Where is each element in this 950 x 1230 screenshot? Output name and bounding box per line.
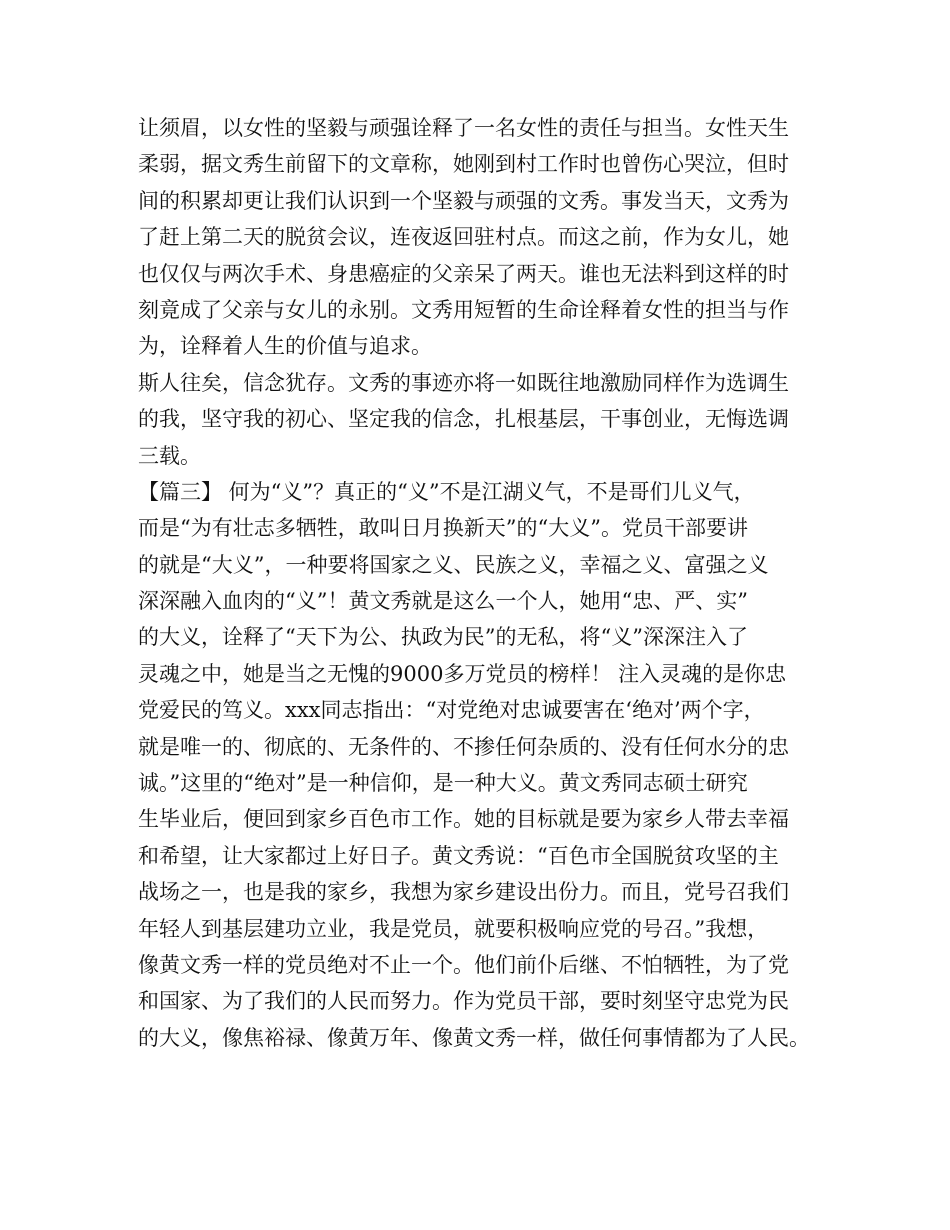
text-line: 为，诠释着人生的价值与追求。 — [138, 334, 432, 359]
text-line: 战场之一，也是我的家乡，我想为家乡建设出份力。而且，党号召我们 — [138, 880, 789, 905]
text-line: 间的积累却更让我们认识到一个坚毅与顽强的文秀。事发当天，文秀为 — [138, 188, 789, 213]
text-line: 柔弱，据文秀生前留下的文章称，她刚到村工作时也曾伤心哭泣，但时 — [138, 152, 789, 177]
text-line: 像黄文秀一样的党员绝对不止一个。他们前仆后继、不怕牺牲，为了党 — [138, 952, 789, 977]
text-line: 让须眉，以女性的坚毅与顽强诠释了一名女性的责任与担当。女性天生 — [138, 116, 789, 140]
text-line: 诚。”这里的“绝对”是一种信仰，是一种大义。黄文秀同志硕士研究 — [138, 771, 748, 796]
text-line: 就是唯一的、彻底的、无条件的、不掺任何杂质的、没有任何水分的忠 — [138, 734, 789, 759]
text-line: 生毕业后，便回到家乡百色市工作。她的目标就是要为家乡人带去幸福 — [138, 807, 789, 832]
text-line: 了赶上第二天的脱贫会议，连夜返回驻村点。而这之前，作为女儿，她 — [138, 225, 789, 250]
text-line: 斯人往矣，信念犹存。文秀的事迹亦将一如既往地激励同样作为选调生 — [138, 370, 789, 395]
text-line: 也仅仅与两次手术、身患癌症的父亲呆了两天。谁也无法料到这样的时 — [138, 261, 789, 286]
text-line: 的大义，诠释了“天下为公、执政为民”的无私，将“义”深深注入了 — [138, 625, 748, 650]
text-line: 三载。 — [138, 443, 201, 468]
text-line: 刻竟成了父亲与女儿的永别。文秀用短暂的生命诠释着女性的担当与作 — [138, 297, 789, 322]
text-line: 和国家、为了我们的人民而努力。作为党员干部，要时刻坚守忠党为民 — [138, 989, 789, 1014]
text-line: 年轻人到基层建功立业，我是党员，就要积极响应党的号召。”我想， — [138, 916, 769, 941]
text-line: 的大义，像焦裕禄、像黄万年、像黄文秀一样，做任何事情都为了人民。 — [138, 1025, 810, 1050]
text-line: 灵魂之中，她是当之无愧的9000多万党员的榜样！ 注入灵魂的是你忠 — [138, 661, 787, 686]
text-line: 党爱民的笃义。xxx同志指出：“对党绝对忠诚要害在‘绝对’两个字， — [138, 698, 765, 723]
text-line: 的我，坚守我的初心、坚定我的信念，扎根基层，干事创业，无悔选调 — [138, 407, 789, 432]
text-line: 和希望，让大家都过上好日子。黄文秀说：“百色市全国脱贫攻坚的主 — [138, 843, 779, 868]
text-line: 深深融入血肉的“义”！黄文秀就是这么一个人，她用“忠、严、实” — [138, 589, 748, 614]
document-body — [138, 110, 828, 1056]
text-line: 而是“为有壮志多牺牲，敢叫日月换新天”的“大义”。党员干部要讲 — [138, 516, 748, 541]
text-line: 【篇三】 何为“义”？真正的“义”不是江湖义气，不是哥们儿义气， — [138, 479, 755, 504]
text-line: 的就是“大义”，一种要将国家之义、民族之义，幸福之义、富强之义 — [138, 552, 769, 577]
